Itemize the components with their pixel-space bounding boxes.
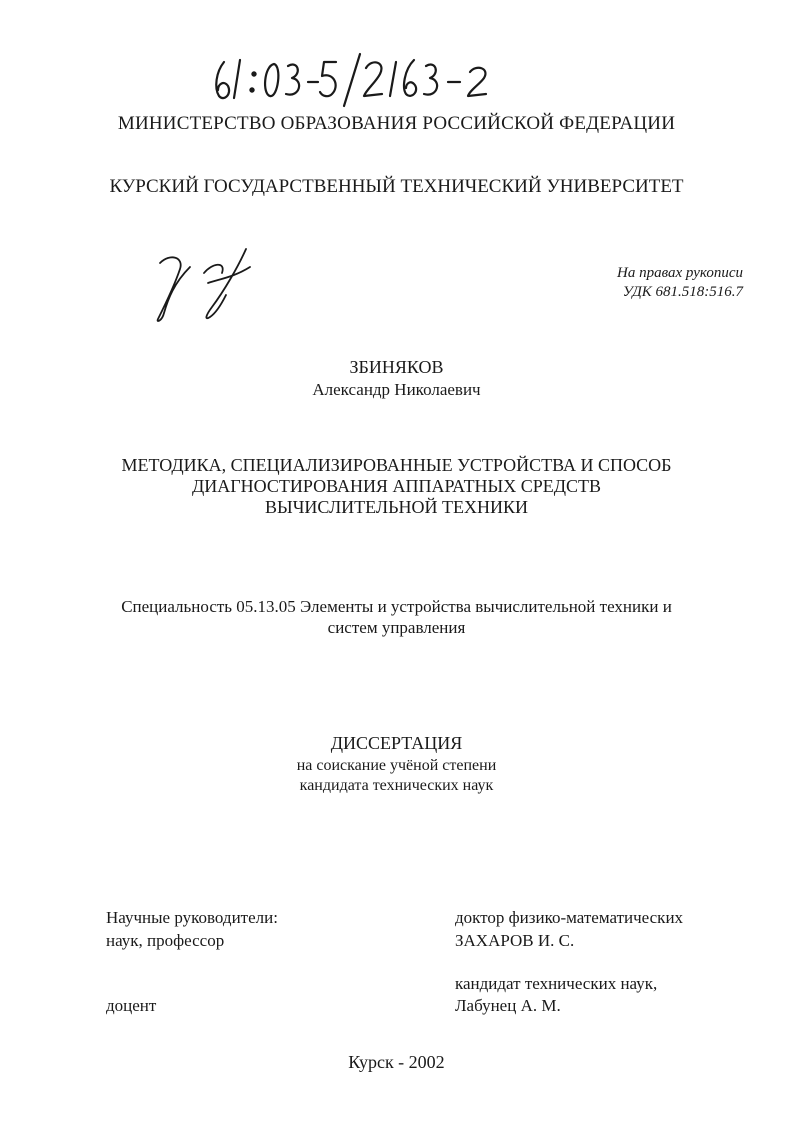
specialty-line: систем управления	[327, 618, 466, 637]
supervisor2-degree: кандидат технических наук,	[455, 974, 658, 993]
degree-purpose	[0, 756, 793, 796]
author-surname: ЗБИНЯКОВ	[349, 357, 444, 377]
specialty-line: Специальность 05.13.05 Элементы и устройства вычислительной техники и	[121, 597, 672, 616]
dissertation-title	[0, 455, 793, 518]
university-name: КУРСКИЙ ГОСУДАРСТВЕННЫЙ ТЕХНИЧЕСКИЙ УНИВЕРСИТЕТ	[109, 176, 684, 197]
title-line: ВЫЧИСЛИТЕЛЬНОЙ ТЕХНИКИ	[265, 497, 528, 517]
dissertation-label: ДИССЕРТАЦИЯ	[330, 733, 463, 753]
degree-line: на соискание учёной степени	[296, 757, 497, 774]
supervisor2-name: Лабунец А. М.	[455, 996, 561, 1015]
ministry-name: МИНИСТЕРСТВО ОБРАЗОВАНИЯ РОССИЙСКОЙ ФЕДЕРАЦИИ	[117, 113, 676, 134]
title-line: ДИАГНОСТИРОВАНИЯ АППАРАТНЫХ СРЕДСТВ	[191, 476, 602, 496]
specialty	[0, 596, 793, 638]
supervisor1-degree: доктор физико-математических	[455, 908, 684, 927]
author-name: Александр Николаевич	[312, 380, 481, 399]
supervisors-heading: Научные руководители:	[106, 908, 278, 927]
title-line: МЕТОДИКА, СПЕЦИАЛИЗИРОВАННЫЕ УСТРОЙСТВА И СПОСОБ	[121, 455, 672, 475]
supervisor2-rank: доцент	[106, 996, 157, 1015]
handwritten-archive-code	[210, 50, 510, 110]
supervisors-line2: наук, профессор	[106, 931, 225, 950]
supervisor1-name: ЗАХАРОВ И. С.	[455, 931, 575, 950]
udk-code: УДК 681.518:516.7	[622, 284, 743, 300]
manuscript-rights: На правах рукописи	[617, 265, 743, 281]
degree-line: кандидата технических наук	[299, 777, 494, 794]
city-year: Курск - 2002	[348, 1052, 445, 1072]
handwritten-signature	[150, 243, 260, 325]
manuscript-block	[617, 264, 743, 302]
